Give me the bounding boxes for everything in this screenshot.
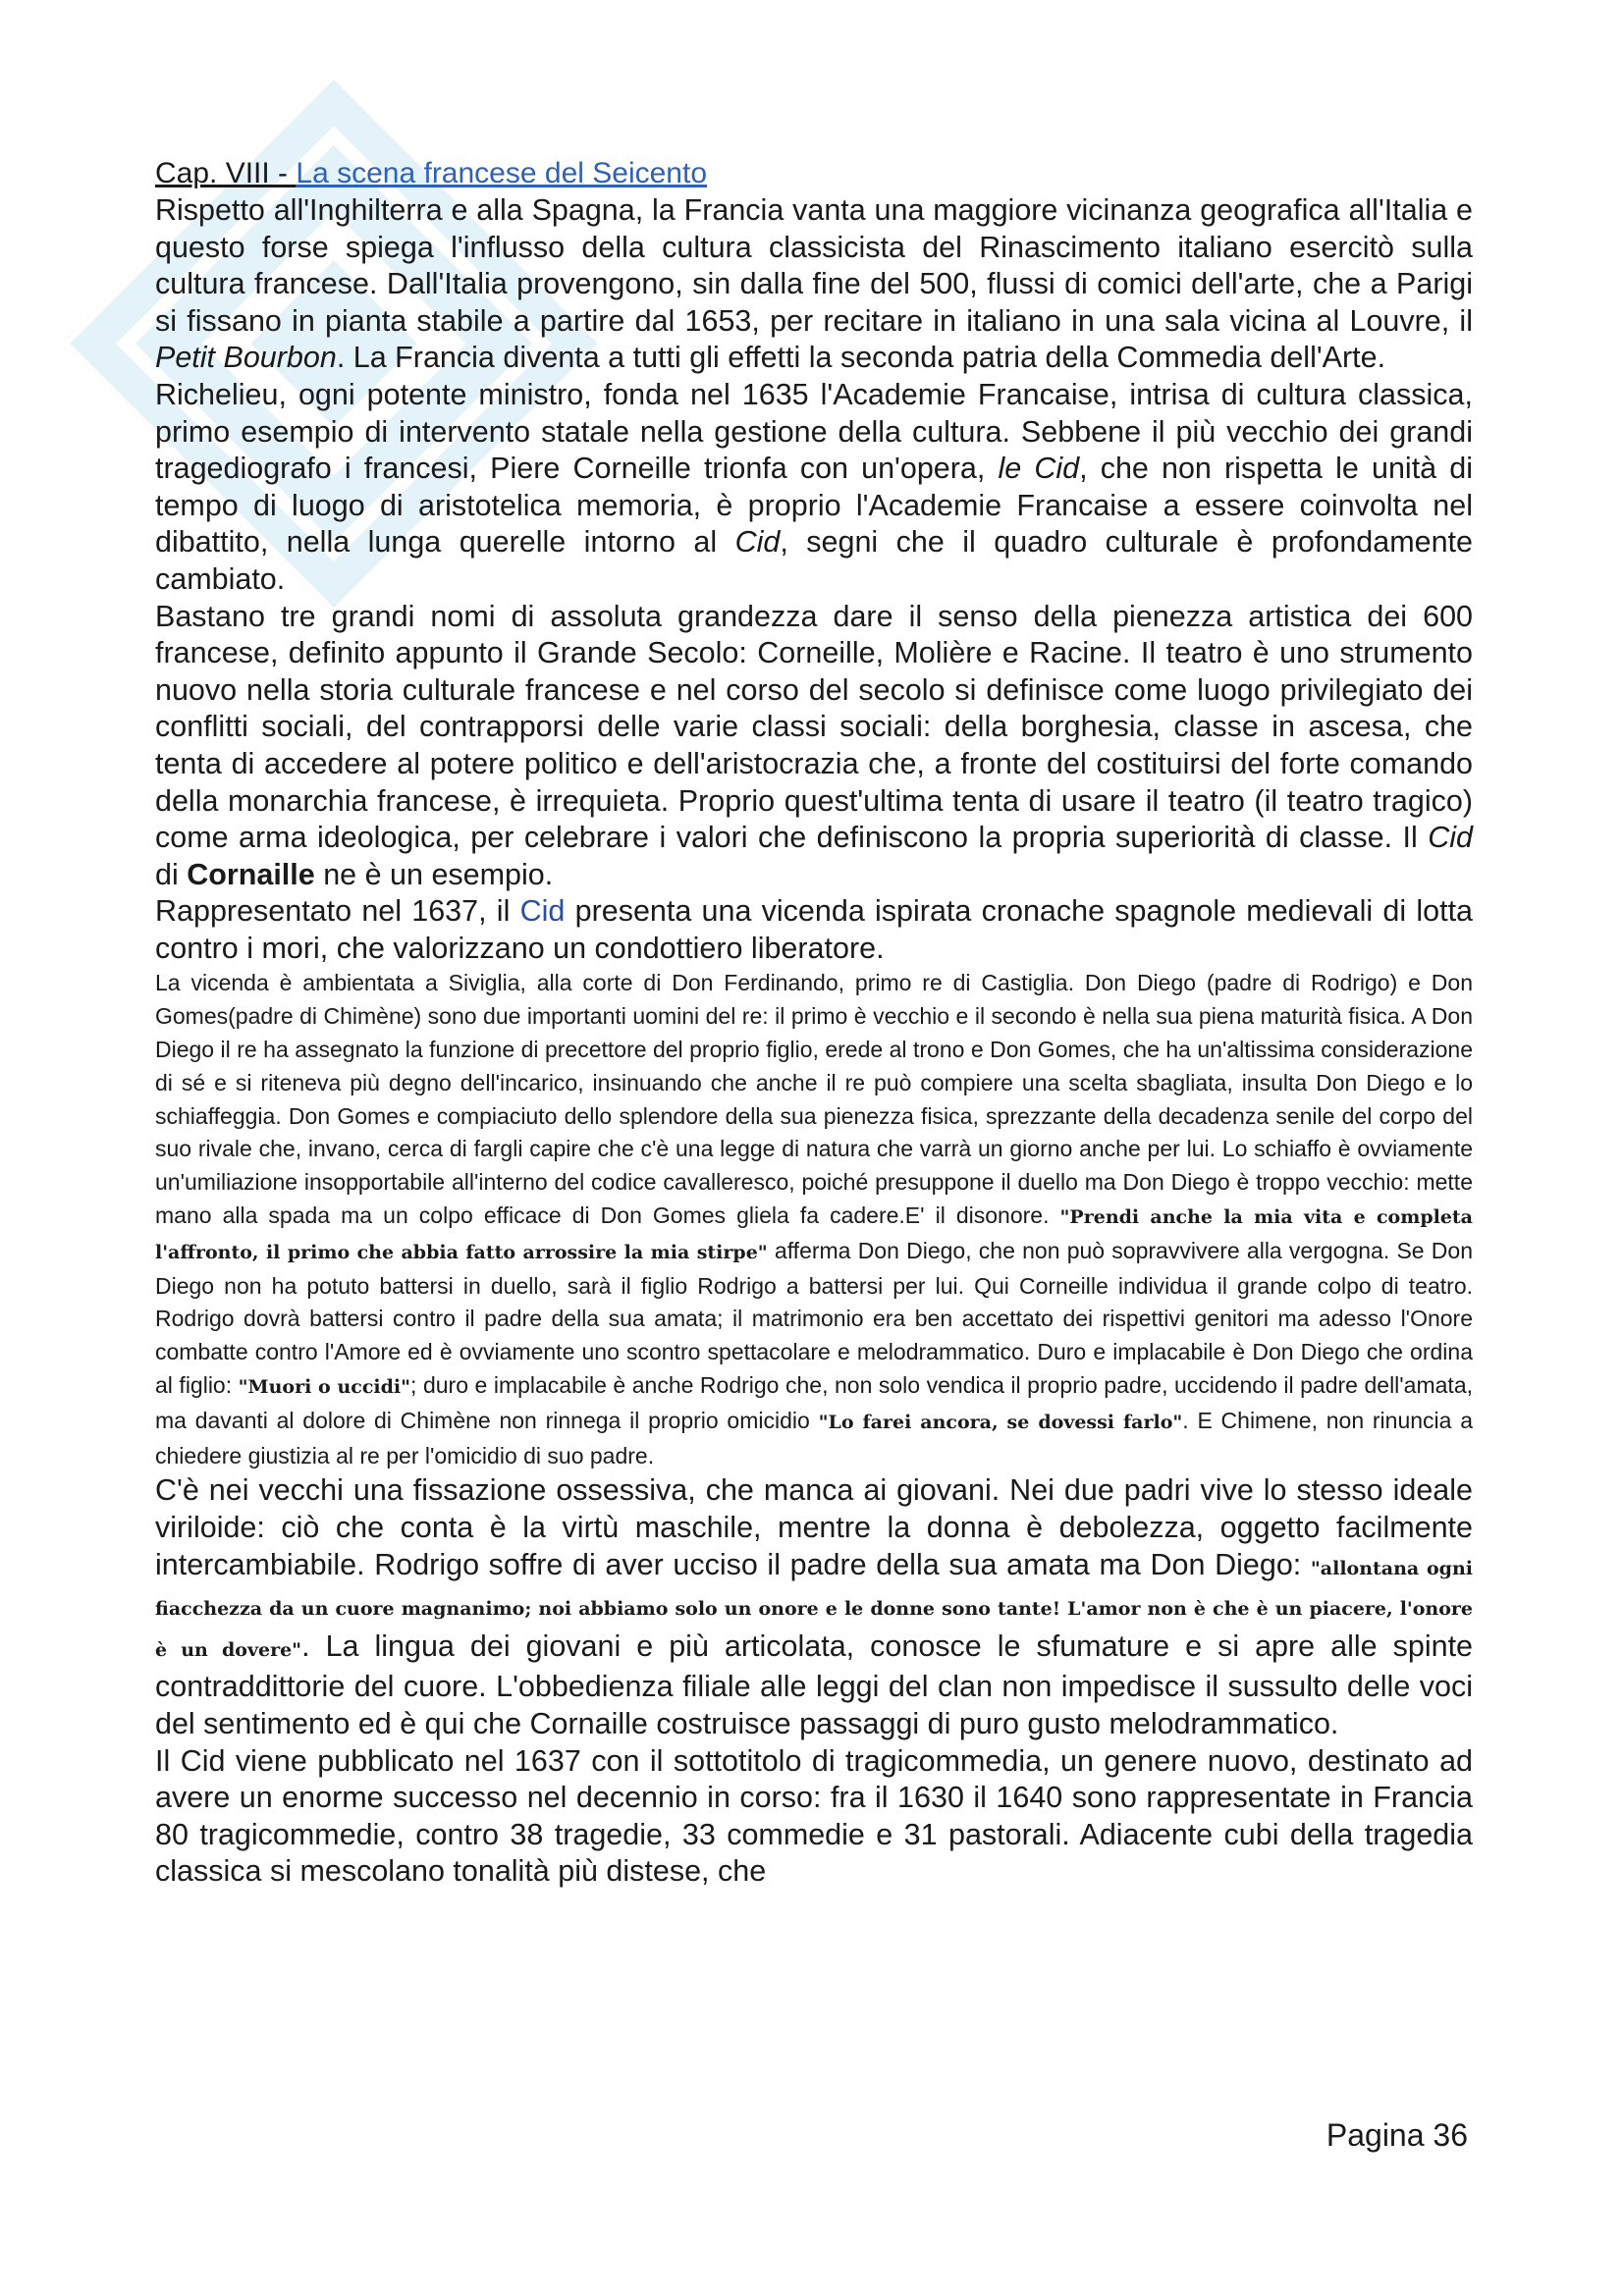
chapter-heading — [155, 155, 1473, 192]
chapter-number: Cap. VIII - — [155, 157, 297, 189]
document-page — [155, 155, 1473, 1891]
italic-term: Cid — [1428, 821, 1473, 855]
quote: "Muori o uccidi" — [238, 1376, 411, 1399]
page-number: Pagina 36 — [1325, 2117, 1468, 2153]
paragraph-text: C'è nei vecchi una fissazione ossessiva, che manca ai giovani. Nei due padri vive lo stesso ideale viriloide: ciò che conta è la virtù maschile, mentre la donna è debolezza, oggetto facilmente intercambiabile. Rodrigo soffre di aver ucciso il padre della sua amata ma Don Diego: — [155, 1473, 1473, 1581]
paragraph-4 — [155, 893, 1473, 967]
paragraph-text: afferma Don Diego, che non può sopravvivere alla vergogna. Se Don Diego non ha potuto battersi in duello, sarà il figlio Rodrigo a battersi per lui. Qui Corneille individua il grande colpo di teatro. Rodrigo dovrà battersi contro il padre della sua amata; il matrimonio era ben accettato dei rispettivi genitori ma adesso l'Onore combatte contro l'Amore ed è ovviamente uno scontro spettacolare e melodrammatico. Duro e implacabile è Don Diego che ordina al figlio: — [155, 1237, 1474, 1399]
paragraph-text: ne è un esempio. — [314, 857, 554, 891]
paragraph-7 — [155, 1743, 1473, 1891]
paragraph-text: La vicenda è ambientata a Siviglia, alla corte di Don Ferdinando, primo re di Castiglia. Don Diego (padre di Rodrigo) e Don Gomes(padre di Chimène) sono due importanti uomini del re: il primo è vecchio e il secondo è nella sua piena maturità fisica. A Don Diego il re ha assegnato la funzione di precettore del proprio figlio, erede al trono e Don Gomes, che ha un'altissima considerazione di sé e si riteneva più degno dell'incarico, insinuando che anche il re può compiere una scelta sbagliata, insulta Don Diego e lo schiaffeggia. Don Gomes e compiaciuto dello splendore della sua pienezza fisica, sprezzante della decadenza senile del corpo del suo rivale che, invano, cerca di fargli capire che c'è una legge di natura che varrà un giorno anche per lui. Lo schiaffo è ovviamente un'umiliazione insopportabile all'interno del codice cavalleresco, poiché presuppone il duello ma Don Diego è troppo vecchio: mette mano alla spada ma un colpo efficace di Don Gomes gliela fa cadere.E' il disonore. — [155, 970, 1473, 1229]
paragraph-text: , segni che il quadro culturale è profondamente cambiato. — [155, 525, 1473, 596]
paragraph-text: Rappresentato nel 1637, il — [155, 894, 520, 929]
paragraph-text: Bastano tre grandi nomi di assoluta grandezza dare il senso della pienezza artistica dei 600 francese, definito appunto il Grande Secolo: Corneille, Molière e Racine. Il teatro è uno strumento nuovo nella storia culturale francese e nel corso del secolo si definisce come luogo privilegiato dei conflitti sociali, del contrapporsi delle varie classi sociali: della borghesia, classe in ascesa, che tenta di accedere al potere politico e dell'aristocrazia che, a fronte del costituirsi del forte comando della monarchia francese, è irrequieta. Proprio quest'ultima tenta di usare il teatro (il teatro tragico) come arma ideologica, per celebrare i valori che definiscono la propria superiorità di classe. Il — [155, 599, 1473, 855]
chapter-title-link[interactable]: La scena francese del Seicento — [296, 157, 707, 189]
paragraph-1 — [155, 192, 1473, 377]
paragraph-text: . La lingua dei giovani e più articolata, conosce le sfumature e si apre alle spinte contraddittorie del cuore. L'obbedienza filiale alle leggi del clan non impedisce il sussulto delle voci del sentimento ed è qui che Cornaille costruisce passaggi di puro gusto melodrammatico. — [155, 1629, 1474, 1740]
italic-term: le Cid — [998, 452, 1080, 486]
paragraph-text: Il Cid viene pubblicato nel 1637 con il sottotitolo di tragicommedia, un genere nuovo, destinato ad avere un enorme successo nel decennio in corso: fra il 1630 il 1640 sono rappresentate in Francia 80 tragicommedie, contro 38 tragedie, 33 commedie e 31 pastorali. Adiacente cubi della tragedia classica si mescolano tonalità più distese, che — [155, 1743, 1473, 1889]
paragraph-text: Richelieu, ogni potente ministro, fonda nel 1635 l'Academie Francaise, intrisa di cultura classica, primo esempio di intervento statale nella gestione della cultura. Sebbene il più vecchio dei grandi tragediografo i francesi, Piere Corneille trionfa con un'opera, — [155, 377, 1473, 486]
paragraph-2 — [155, 377, 1473, 599]
paragraph-text: . E Chimene, non rinuncia a chiedere giustizia al re per l'omicidio di suo padre. — [155, 1407, 1473, 1468]
quote: "allontana ogni fiacchezza da un cuore magnanimo; noi abbiamo solo un onore e le donne sono tante! L'amor non è che è un piacere, l'onore è un dovere" — [155, 1557, 1473, 1661]
paragraph-text: , che non rispetta le unità di tempo di luogo di aristotelica memoria, è proprio l'Academie Francaise a essere coinvolta nel dibattito, nella lunga querelle intorno al — [155, 452, 1473, 560]
paragraph-text: Rispetto all'Inghilterra e alla Spagna, la Francia vanta una maggiore vicinanza geografica all'Italia e questo forse spiega l'influsso della cultura classicista del Rinascimento italiano esercitò sulla cultura francese. Dall'Italia provengono, sin dalla fine del 500, flussi di comici dell'arte, che a Parigi si fissano in pianta stabile a partire dal 1653, per recitare in italiano in una sala vicina al Louvre, il — [155, 193, 1473, 338]
paragraph-5-summary — [155, 967, 1473, 1472]
italic-term: Petit Bourbon — [155, 341, 337, 375]
highlighted-term: Cid — [519, 894, 566, 929]
quote: "Lo farei ancora, se dovessi farlo" — [818, 1411, 1183, 1433]
paragraph-text: ; duro e implacabile è anche Rodrigo che, non solo vendica il proprio padre, uccidendo il padre dell'amata, ma davanti al dolore di Chimène non rinnega il proprio omicidio — [155, 1372, 1473, 1433]
paragraph-text: di — [155, 857, 188, 891]
paragraph-6 — [155, 1472, 1473, 1742]
paragraph-3 — [155, 599, 1473, 894]
paragraph-text: . La Francia diventa a tutti gli effetti la seconda patria della Commedia dell'Arte. — [336, 341, 1386, 375]
quote: "Prendi anche la mia vita e completa l'affronto, il primo che abbia fatto arrossire la mia stirpe" — [155, 1206, 1473, 1263]
paragraph-text: presenta una vicenda ispirata cronache spagnole medievali di lotta contro i mori, che valorizzano un condottiero liberatore. — [155, 894, 1474, 965]
italic-term: Cid — [734, 525, 781, 560]
bold-term: Cornaille — [187, 857, 315, 891]
